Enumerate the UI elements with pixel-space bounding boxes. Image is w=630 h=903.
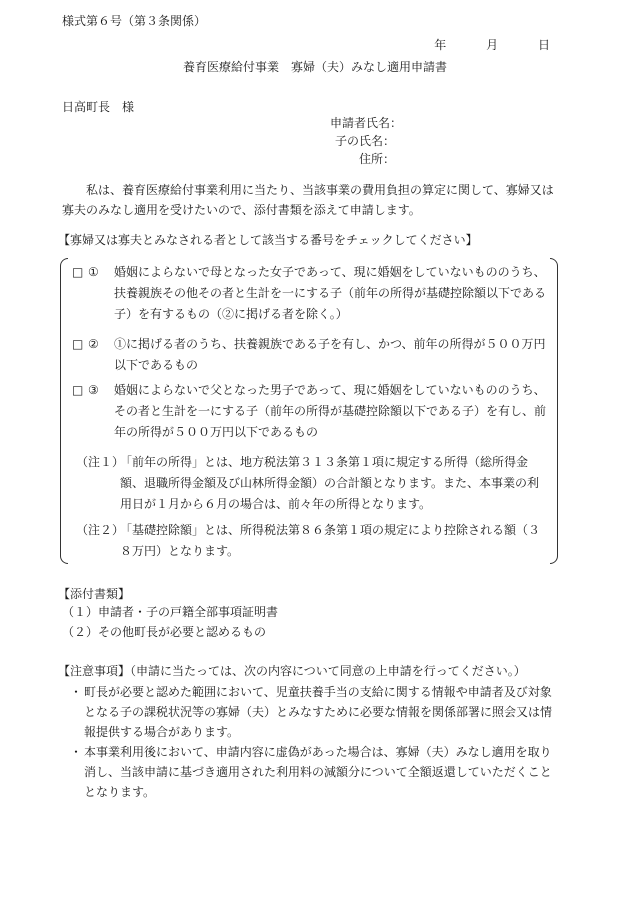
bracket-left [60, 258, 68, 564]
option-1 [68, 262, 550, 325]
note-label: （注２） [76, 523, 125, 537]
option-text: 婚姻によらないで母となった女子であって、現に婚姻をしていないもののうち、扶養親族その他その者と生計を一にする子（前年の所得が基礎控除額以下である子）を有するもの（②に掲げる者を除く。） [114, 265, 547, 321]
attachment-item: （２）その他町長が必要と認めるもの [62, 625, 267, 639]
date-year: 年 [434, 38, 447, 52]
note-text: 「前年の所得」とは、地方税法第３１３条第１項に規定する所得（総所得金額、退職所得金額及び山林所得金額）の合計額となります。また、本事業の利用日が１月から６月の場合は、前々年の所得となります。 [120, 455, 540, 511]
form-number: 様式第６号（第３条関係） [62, 14, 207, 28]
bracket-right [550, 258, 558, 564]
date-day: 日 [537, 38, 550, 52]
checkbox-option-1[interactable]: □ [72, 265, 84, 279]
attachment-item: （１）申請者・子の戸籍全部事項証明書 [62, 605, 279, 619]
option-number: ② [88, 337, 99, 351]
option-text: ①に掲げる者のうち、扶養親族である子を有し、かつ、前年の所得が５００万円以下であるもの [114, 337, 546, 372]
option-2 [68, 334, 550, 376]
attachments-heading: 【添付書類】 [58, 587, 131, 601]
lead-text: 私は、養育医療給付事業利用に当たり、当該事業の費用負担の算定に関して、寡婦又は寡夫のみなし適用を受けたいので、添付書類を添えて申請します。 [62, 183, 554, 217]
notice-item-1 [66, 682, 562, 742]
date-line [412, 36, 550, 54]
note-2 [68, 520, 548, 562]
document-title: 養育医療給付事業 寡婦（夫）みなし適用申請書 [182, 60, 447, 74]
option-number: ① [88, 265, 99, 279]
notice-item-2 [66, 742, 562, 802]
note-text: 「基礎控除額」とは、所得税法第８６条第１項の規定により控除される額（３８万円）となります。 [120, 523, 541, 558]
applicant-fields [330, 114, 403, 168]
note-label: （注１） [76, 455, 125, 469]
checkbox-option-3[interactable]: □ [72, 383, 84, 397]
option-number: ③ [88, 383, 99, 397]
bullet: ・ [70, 685, 83, 699]
checkbox-option-2[interactable]: □ [72, 337, 84, 351]
notice-text: 町長が必要と認めた範囲において、児童扶養手当の支給に関する情報や申請者及び対象となる子の課税状況等の寡婦（夫）とみなすために必要な情報を関係部署に照会又は情報提供する場合があります。 [84, 685, 553, 739]
notice-heading: 【注意事項】（申請に当たっては、次の内容について同意の上申請を行ってください。） [58, 664, 526, 678]
applicant-name-label[interactable]: 申請者氏名： [330, 116, 403, 130]
option-3 [68, 380, 550, 443]
note-1 [68, 452, 548, 515]
date-month: 月 [486, 38, 499, 52]
lead-paragraph [62, 180, 562, 220]
child-name-label[interactable]: 子の氏名： [334, 134, 395, 148]
addressee: 日高町長 様 [62, 100, 135, 114]
option-text: 婚姻によらないで父となった男子であって、現に婚姻をしていないもののうち、その者と生計を一にする子（前年の所得が基礎控除額以下である子）を有し、前年の所得が５００万円以下であるもの [114, 383, 547, 439]
eligibility-box [60, 258, 558, 564]
check-heading: 【寡婦又は寡夫とみなされる者として該当する番号をチェックしてください】 [58, 233, 478, 247]
address-label[interactable]: 住所： [358, 152, 395, 166]
notice-text: 本事業利用後において、申請内容に虚偽があった場合は、寡婦（夫）みなし適用を取り消し、当該申請に基づき適用された利用料の減額分について全額返還していただくこととなります。 [84, 745, 552, 799]
bullet: ・ [70, 745, 83, 759]
